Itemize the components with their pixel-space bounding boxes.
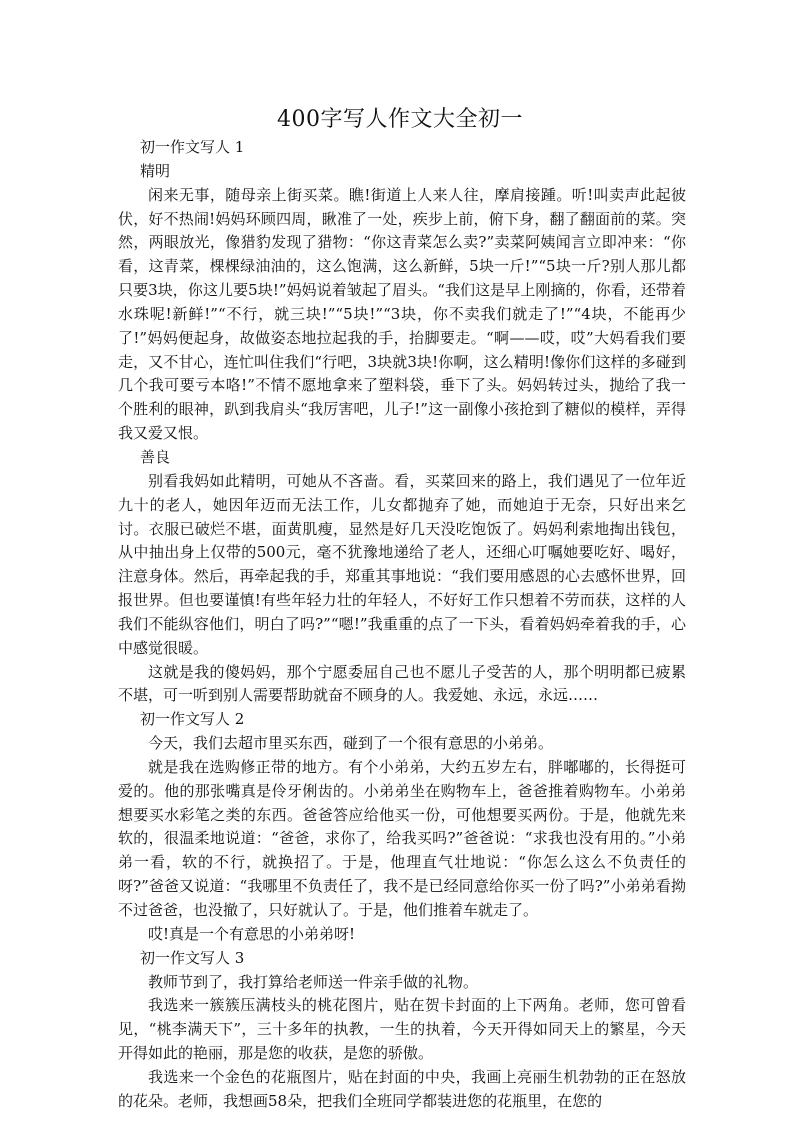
body-paragraph: 我选来一簇簇压满枝头的桃花图片，贴在贺卡封面的上下两角。老师，您可曾看见，“桃李满天下”，三十多年的执教，一生的执着，今天开得如同天上的繁星，今天开得如此的艳丽，那是您的收获，是您的骄傲。 (118, 996, 686, 1063)
section-heading: 初一作文写人 1 (140, 138, 245, 156)
document-body (118, 136, 686, 1114)
section-heading: 初一作文写人 2 (140, 710, 245, 729)
body-paragraph: 闲来无事，随母亲上街买菜。瞧!街道上人来人往，摩肩接踵。听!叫卖声此起彼伏，好不热闹!妈妈环顾四周，瞅准了一处，疾步上前，俯下身，翻了翻面前的菜。突然，两眼放光，像猎豹发现了猎物：“你这青菜怎么卖?”卖菜阿姨闻言立即冲来：“你看，这青菜，棵棵绿油油的，这么饱满，这么新鲜，5块一斤!”“5块一斤?别人那儿都只要3块，你这儿要5块!”妈妈说着皱起了眉头。“我们这是早上刚摘的，你看，还带着水珠呢!新鲜!”“不行，就三块!”“5块!”“3块，你不卖我们就走了!”“4块，不能再少了!”妈妈便起身，故做姿态地拉起我的手，抬脚要走。“啊——哎，哎”大妈看我们要走，又不甘心，连忙叫住我们“行吧，3块就3块!你啊，这么精明!像你们这样的多碰到几个我可要亏本咯!”不情不愿地拿来了塑料袋，垂下了头。妈妈转过头，抛给了我一个胜利的眼神，趴到我肩头“我厉害吧，儿子!”这一副像小孩抢到了糖似的模样，弄得我又爱又恨。 (118, 185, 686, 443)
body-paragraph: 我选来一个金色的花瓶图片，贴在封面的中央，我画上亮丽生机勃勃的正在怒放的花朵。老师，我想画58朵，把我们全班同学都装进您的花瓶里，在您的 (118, 1067, 686, 1110)
section-heading: 初一作文写人 3 (140, 948, 245, 967)
body-paragraph: 别看我妈如此精明，可她从不吝啬。看，买菜回来的路上，我们遇见了一位年近九十的老人，她因年迈而无法工作，儿女都抛弃了她，而她迫于无奈，只好出来乞讨。衣服已破烂不堪，面黄肌瘦，显然是好几天没吃饱饭了。妈妈利索地掏出钱包，从中抽出身上仅带的500元，毫不犹豫地递给了老人，还细心叮嘱她要吃好、喝好，注意身体。然后，再牵起我的手，郑重其事地说：“我们要用感恩的心去感怀世界，回报世界。但也要谨慎!有些年轻力壮的年轻人，不好好工作只想着不劳而获，这样的人我们不能纵容他们，明白了吗?”“嗯!”我重重的点了一下头，看着妈妈牵着我的手，心中感觉很暖。 (118, 471, 686, 657)
body-paragraph: 哎!真是一个有意思的小弟弟呀! (148, 924, 356, 943)
body-paragraph: 这就是我的傻妈妈，那个宁愿委屈自己也不愿儿子受苦的人，那个明明都已疲累不堪，可一听到别人需要帮助就奋不顾身的人。我爱她、永远，永远…… (118, 662, 686, 705)
body-paragraph: 今天，我们去超市里买东西，碰到了一个很有意思的小弟弟。 (148, 734, 554, 753)
document-title: 400字写人作文大全初一 (277, 107, 523, 132)
section-heading: 精明 (140, 161, 171, 180)
section-heading: 善良 (140, 447, 171, 466)
body-paragraph: 教师节到了，我打算给老师送一件亲手做的礼物。 (148, 972, 479, 991)
body-paragraph: 就是我在选购修正带的地方。有个小弟弟，大约五岁左右，胖嘟嘟的，长得挺可爱的。他的那张嘴真是伶牙俐齿的。小弟弟坐在购物车上，爸爸推着购物车。小弟弟想要买水彩笔之类的东西。爸爸答应给他买一份，可他想要买两份。于是，他就先来软的，很温柔地说道：“爸爸，求你了，给我买吗?”爸爸说：“求我也没有用的。”小弟弟一看，软的不行，就换招了。于是，他理直气壮地说：“你怎么这么不负责任的呀?”爸爸又说道：“我哪里不负责任了，我不是已经同意给你买一份了吗?”小弟弟看拗不过爸爸，也没撤了，只好就认了。于是，他们推着车就走了。 (118, 757, 686, 919)
